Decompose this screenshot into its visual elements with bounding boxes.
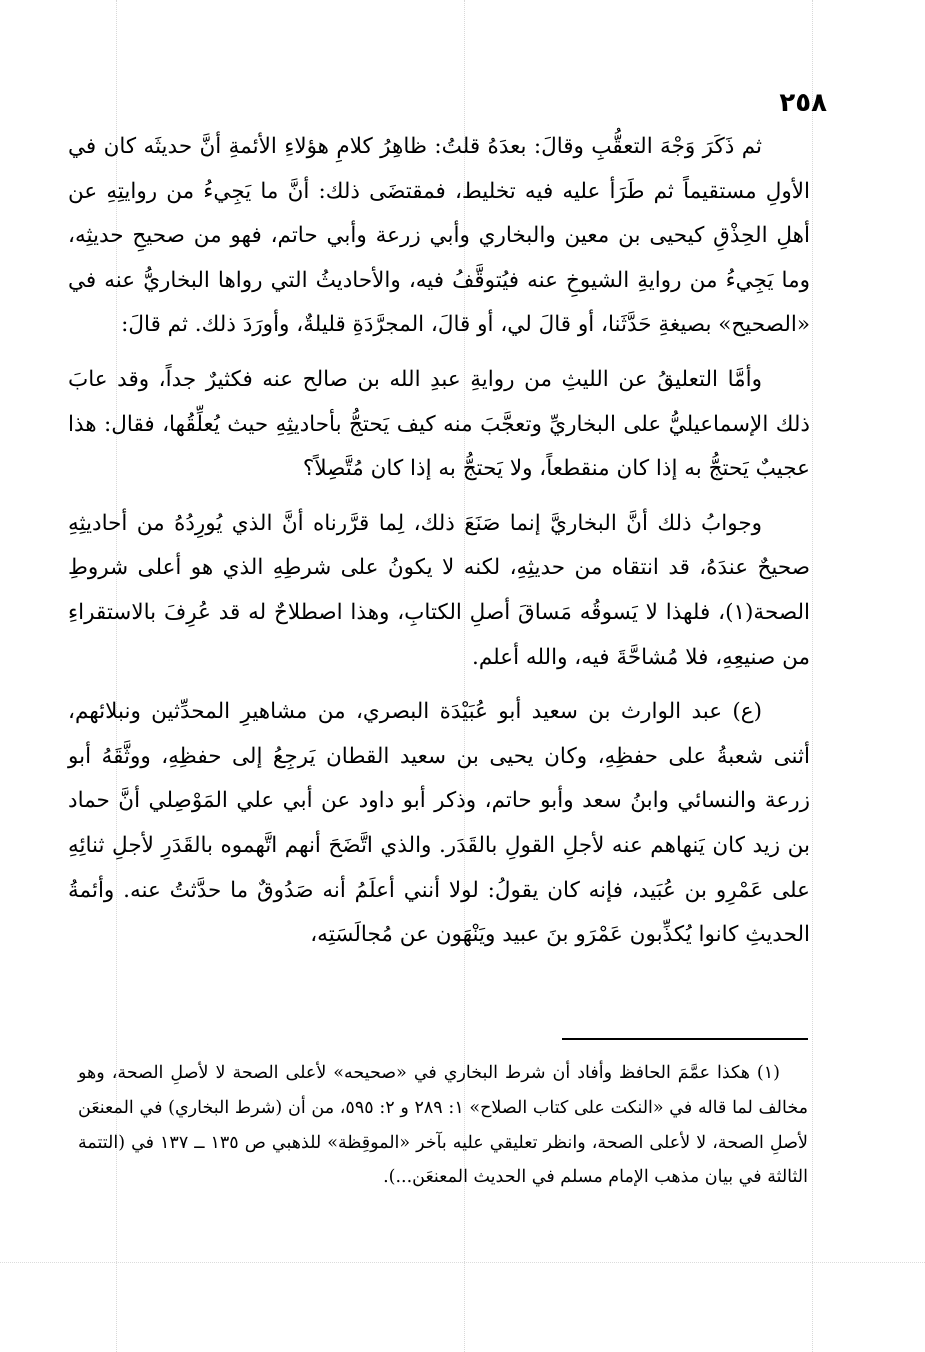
footnote: (١) هكذا عمَّمَ الحافظ وأفاد أن شرط البخاري في «صحيحه» لأعلى الصحة لا لأصلِ الصحة، وهو مخالف لما قاله في «النكت على كتاب الصلاح» ١: ٢٨٩ و ٢: ٥٩٥، من أن (شرط البخاري) في المعنعَن لأصلِ الصحة، لا لأعلى الصحة، وانظر تعليقي عليه بآخر «الموقِظة» للذهبي ص ١٣٥ ــ ١٣٧ في (التتمة الثالثة في بيان مذهب الإمام مسلم في الحديث المعنعَن...).	[78, 1063, 809, 1188]
paragraph: ثم ذَكَرَ وَجْهَ التعقُّبِ وقالَ: بعدَهُ قلتُ: ظاهِرُ كلامِ هؤلاءِ الأئمةِ أنَّ حديثَه كان في الأولِ مستقيماً ثم طَرَأ عليه فيه تخليط، فمقتضَى ذلك: أنَّ ما يَجِيءُ من روايتِهِ عن أهلِ الحِذْقِ كيحيى بن معين والبخاري وأبي زرعة وأبي حاتم، فهو من صحيحِ حديثِه، وما يَجِيءُ من روايةِ الشيوخِ عنه فيُتوقَّفُ فيه، والأحاديثُ التي رواها البخاريُّ عنه في «الصحيح» بصيغةِ حَدَّثَنا، أو قالَ لي، أو قالَ، المجرَّدَةِ قليلةٌ، وأورَدَ ذلك. ثم قالَ:	[68, 134, 810, 338]
paragraph: (ع) عبد الوارث بن سعيد أبو عُبَيْدَة البصري، من مشاهيرِ المحدِّثين ونبلائهم، أثنى شعبةُ على حفظِهِ، وكان يحيى بن سعيد القطان يَرجِعُ إلى حفظِهِ، ووثَّقَهُ أبو زرعة والنسائي وابنُ سعد وأبو حاتم، وذكر أبو داود عن أبي علي المَوْصِلي أنَّ حماد بن زيد كان يَنهاهم عنه لأجلِ القولِ بالقَدَر. والذي اتَّضَحَ أنهم اتَّهموه بالقَدَرِ لأجلِ ثنائِهِ على عَمْرِو بن عُبَيد، فإنه كان يقولُ: لولا أنني أعلَمُ أنه صَدُوقٌ ما حدَّثتُ عنه. وأئمةُ الحديثِ كانوا يُكذِّبون عَمْرَو بنَ عبيد ويَنْهَون عن مُجالَسَتِه،	[68, 699, 810, 948]
main-text	[68, 125, 810, 958]
paragraph: وجوابُ ذلك أنَّ البخاريَّ إنما صَنَعَ ذلك، لِما قرَّرناه أنَّ الذي يُورِدُهُ من أحاديثِهِ صحيحٌ عندَهُ، قد انتقاه من حديثِهِ، لكنه لا يكونُ على شرطِهِ الذي هو أعلى شروطِ الصحة(١)، فلهذا لا يَسوقُه مَساقَ أصلِ الكتابِ، وهذا اصطلاحٌ له قد عُرِفَ بالاستقراءِ من صنيعِهِ، فلا مُشاحَّةَ فيه، والله أعلم.	[68, 510, 810, 670]
footnotes	[78, 1056, 808, 1195]
scan-guide-line	[0, 1262, 925, 1263]
scan-guide-line	[812, 0, 813, 1352]
page-number: ٢٥٨	[779, 88, 827, 118]
footnote-divider	[562, 1038, 808, 1040]
paragraph: وأمَّا التعليقُ عن الليثِ من روايةِ عبدِ الله بن صالح عنه فكثيرٌ جداً، وقد عابَ ذلك الإسماعيليُّ على البخاريِّ وتعجَّبَ منه كيف يَحتجُّ بأحاديثِهِ حيث يُعلِّقُها، فقال: هذا عجيبٌ يَحتجُّ به إذا كان منقطعاً، ولا يَحتجُّ به إذا كان مُتَّصِلاً؟	[68, 366, 810, 482]
